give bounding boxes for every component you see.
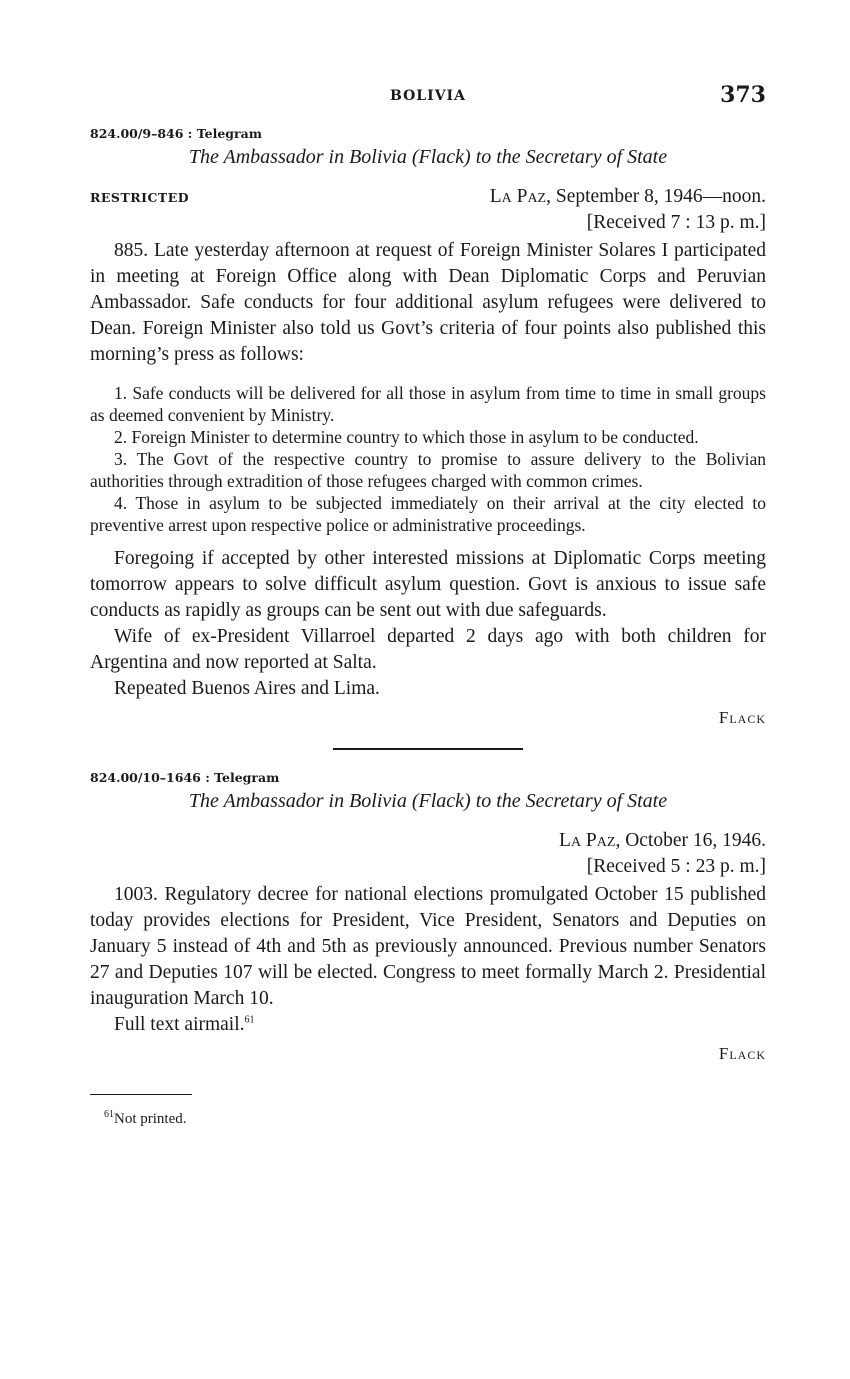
file-reference: 824.00/10–1646 : Telegram <box>90 770 280 785</box>
footnote-mark: 61 <box>104 1109 114 1120</box>
dateline-row <box>90 184 766 236</box>
document-title: The Ambassador in Bolivia (Flack) to the Secretary of State <box>188 790 668 812</box>
received-time: [Received 7 : 13 p. m.] <box>586 212 766 233</box>
document-title: The Ambassador in Bolivia (Flack) to the Secretary of State <box>188 146 668 168</box>
criteria-item: 3. The Govt of the respective country to promise to assure delivery to the Bolivian authorities through extradition of those refugees charged with common crimes. <box>90 449 766 491</box>
telegram-1003 <box>90 770 766 1066</box>
place: La Paz <box>559 830 616 851</box>
date: , September 8, 1946—noon. <box>546 186 766 207</box>
place-date <box>490 184 766 210</box>
criteria-item: 2. Foreign Minister to determine country to which those in asylum to be conducted. <box>114 427 699 447</box>
criteria-item: 1. Safe conducts will be delivered for all those in asylum from time to time in small groups as deemed convenient by Ministry. <box>90 383 766 425</box>
signature: Flack <box>718 1044 766 1063</box>
body-paragraph: Repeated Buenos Aires and Lima. <box>114 678 380 699</box>
file-reference: 824.00/9–846 : Telegram <box>90 126 262 141</box>
body-paragraph: Wife of ex-President Villarroel departed 2 days ago with both children for Argentina and now reported at Salta. <box>90 626 766 673</box>
telegram-885 <box>90 126 766 730</box>
section-divider <box>333 748 523 750</box>
classification-label: RESTRICTED <box>90 190 190 205</box>
dateline <box>559 828 766 880</box>
signature: Flack <box>718 708 766 727</box>
footnote-rule <box>90 1094 192 1095</box>
place: La Paz <box>489 186 547 207</box>
footnote <box>104 1111 766 1128</box>
closing-text: Full text airmail. <box>114 1014 245 1035</box>
running-title: BOLIVIA <box>390 88 466 104</box>
running-head <box>90 78 766 112</box>
closing-line <box>90 1012 766 1038</box>
body-paragraph: 1003. Regulatory decree for national elections promulgated October 15 published today provides elections for President, Vice President, Senators and Deputies on January 5 instead of 4th and 5th as previously announced. Previous number Senators 27 and Deputies 107 will be elected. Congress to meet formally March 2. Presidential inauguration March 10. <box>90 884 766 1009</box>
dateline <box>490 184 766 236</box>
document-page <box>90 78 766 1128</box>
page-number: 373 <box>720 82 766 108</box>
date: , October 16, 1946. <box>615 830 766 851</box>
received-time: [Received 5 : 23 p. m.] <box>586 856 766 877</box>
criteria-item: 4. Those in asylum to be subjected immediately on their arrival at the city elected to preventive arrest upon respective police or administrative proceedings. <box>90 493 766 535</box>
body-paragraph: Foregoing if accepted by other interested missions at Diplomatic Corps meeting tomorrow appears to solve difficult asylum question. Govt is anxious to issue safe conducts as rapidly as groups can be sent out with due safeguards. <box>90 548 766 621</box>
body-paragraph: 885. Late yesterday afternoon at request of Foreign Minister Solares I participated in meeting at Foreign Office along with Dean Diplomatic Corps and Peruvian Ambassador. Safe conducts for four additional asylum refugees were delivered to Dean. Foreign Minister also told us Govt’s criteria of four points also published this morning’s press as follows: <box>90 240 766 365</box>
footnote-reference[interactable]: 61 <box>244 1014 255 1026</box>
criteria-list <box>90 382 766 536</box>
dateline-row <box>90 828 766 880</box>
footnote-text: Not printed. <box>114 1111 187 1127</box>
place-date <box>559 828 766 854</box>
